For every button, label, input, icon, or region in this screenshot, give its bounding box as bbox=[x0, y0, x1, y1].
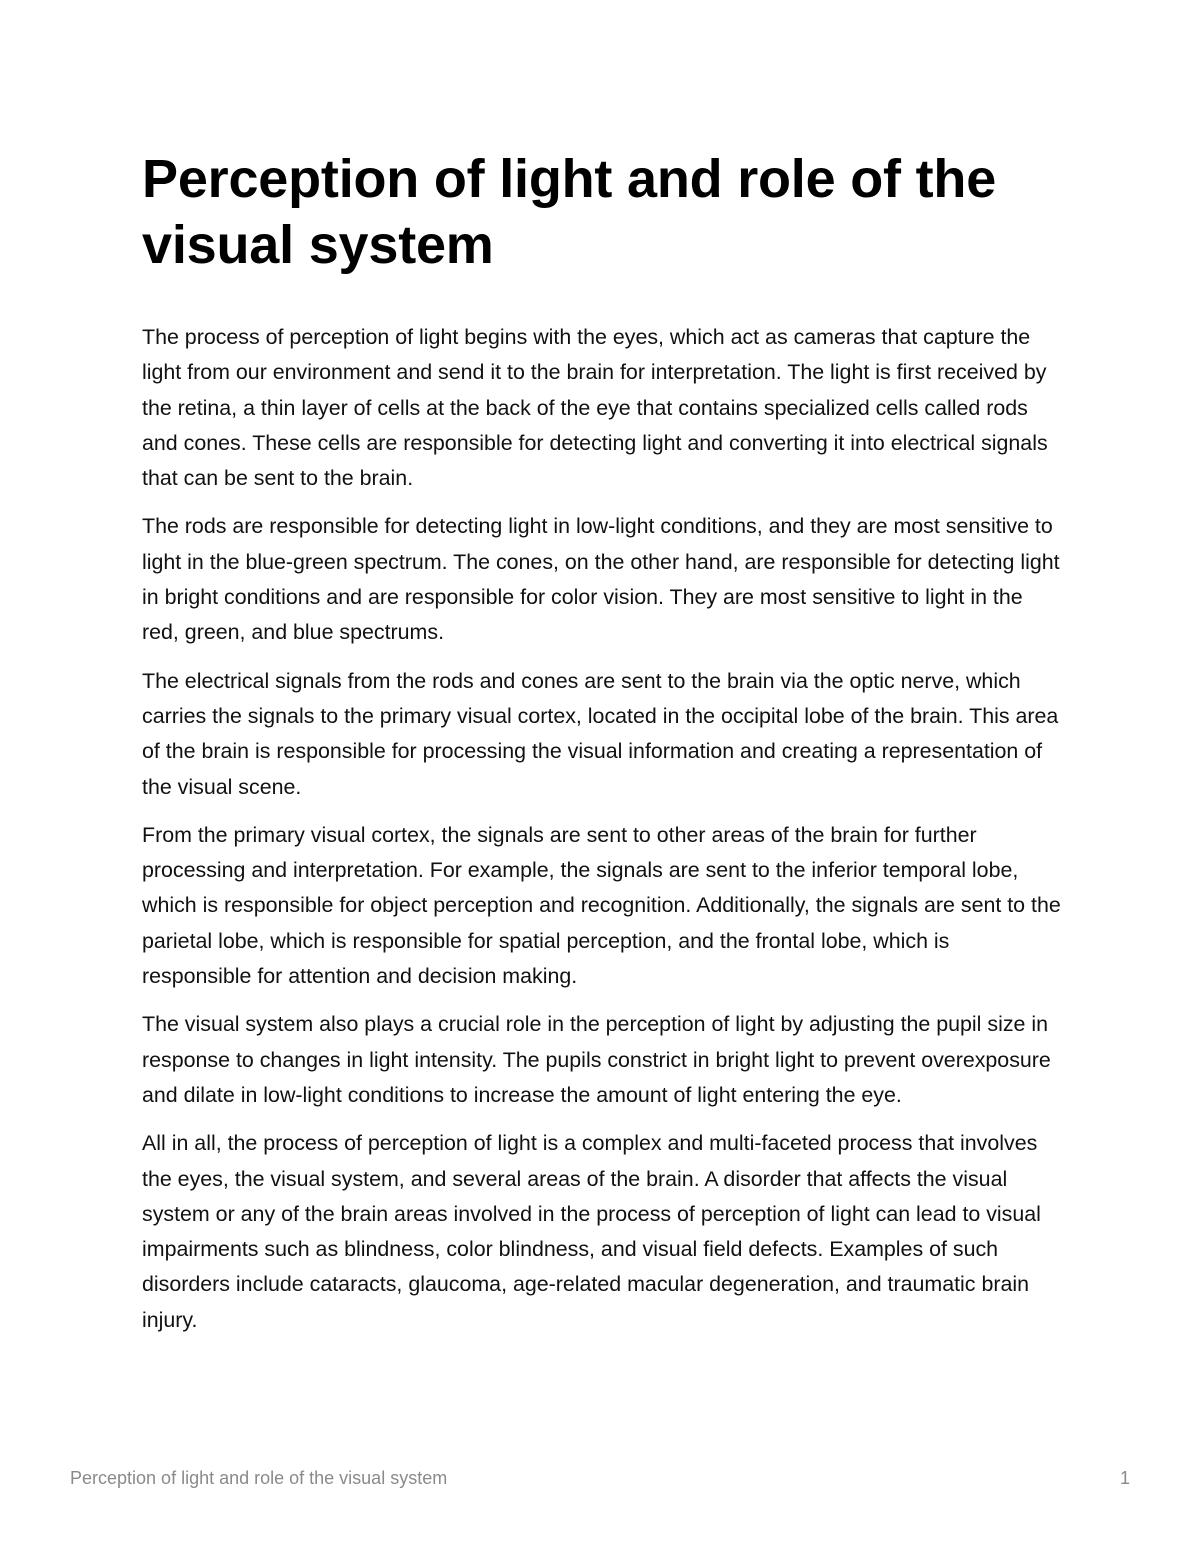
paragraph-pupil: The visual system also plays a crucial role in the perception of light by adjusting the pupil size in response to changes in light intensity. The pupils constrict in bright light to prevent overexposure and dilate in low-light conditions to increase the amount of light entering the eye. bbox=[142, 1012, 1051, 1107]
document-body bbox=[142, 146, 1062, 1351]
paragraph-optic-nerve: The electrical signals from the rods and cones are sent to the brain via the optic nerve, which carries the signals to the primary visual cortex, located in the occipital lobe of the brain. This area of the brain is responsible for processing the visual information and creating a representation of the visual scene. bbox=[142, 668, 1059, 799]
paragraph-brain-areas: From the primary visual cortex, the signals are sent to other areas of the brain for further processing and interpretation. For example, the signals are sent to the inferior temporal lobe, which is responsible for object perception and recognition. Additionally, the signals are sent to the parietal lobe, which is responsible for spatial perception, and the frontal lobe, which is responsible for attention and decision making. bbox=[142, 822, 1061, 989]
paragraph-intro: The process of perception of light begins with the eyes, which act as cameras that capture the light from our environment and send it to the brain for interpretation. The light is first received by the retina, a thin layer of cells at the back of the eye that contains specialized cells called rods and cones. These cells are responsible for detecting light and converting it into electrical signals that can be sent to the brain. bbox=[142, 325, 1048, 491]
document-title: Perception of light and role of the visual system bbox=[142, 149, 997, 275]
paragraph-rods-cones: The rods are responsible for detecting light in low-light conditions, and they are most sensitive to light in the blue-green spectrum. The cones, on the other hand, are responsible for detecting light in bright conditions and are responsible for color vision. They are most sensitive to light in the red, green, and blue spectrums. bbox=[142, 514, 1060, 645]
footer-title: Perception of light and role of the visual system bbox=[70, 1468, 448, 1488]
page-footer bbox=[70, 1466, 1130, 1490]
paragraph-conclusion: All in all, the process of perception of light is a complex and multi-faceted process that involves the eyes, the visual system, and several areas of the brain. A disorder that affects the visual system or any of the brain areas involved in the process of perception of light can lead to visual impairments such as blindness, color blindness, and visual field defects. Examples of such disorders include cataracts, glaucoma, age-related macular degeneration, and traumatic brain injury. bbox=[142, 1131, 1041, 1332]
page-number: 1 bbox=[1119, 1468, 1130, 1488]
